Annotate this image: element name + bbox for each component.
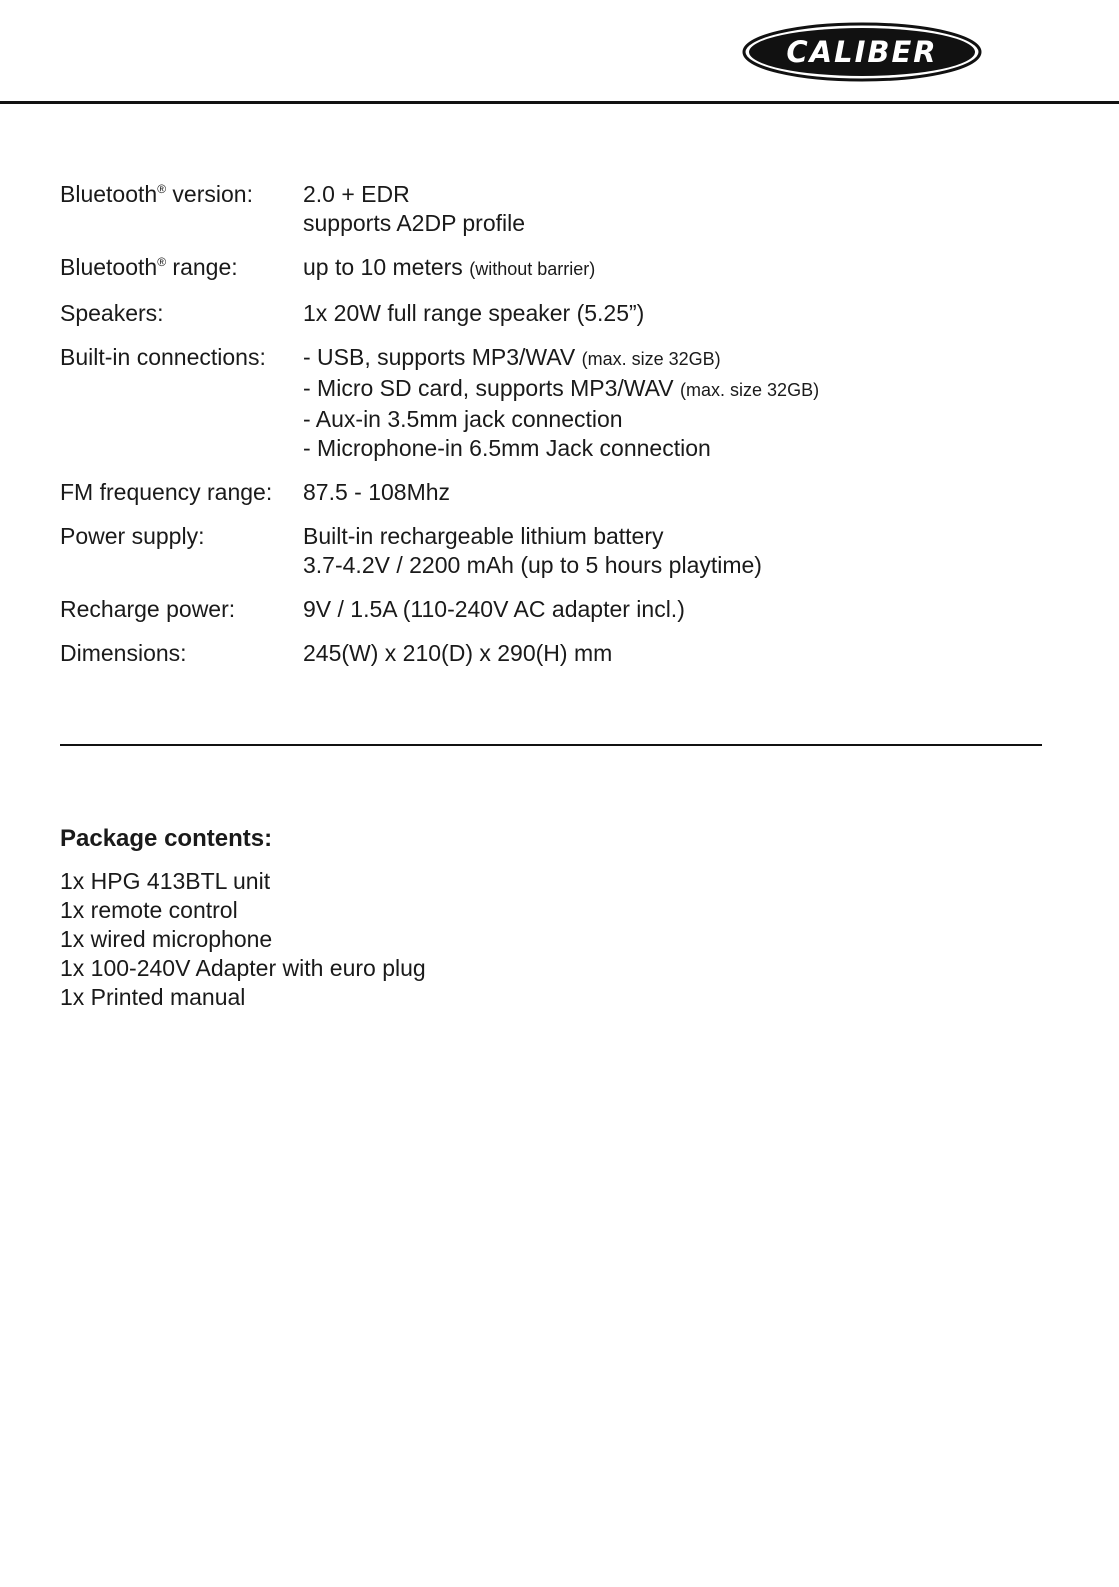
package-contents-section [60, 823, 426, 1012]
spec-value-line [303, 522, 1060, 551]
spec-row [60, 253, 1060, 284]
spec-values [303, 595, 1060, 624]
spec-value-note: (max. size 32GB) [581, 349, 721, 369]
spec-value-text: up to 10 meters [303, 254, 470, 280]
spec-value-line [303, 253, 1060, 284]
package-contents-heading: Package contents: [60, 825, 273, 852]
spec-value-line [303, 374, 1060, 405]
specifications-list [60, 180, 1060, 683]
spec-value-text: 3.7-4.2V / 2200 mAh (up to 5 hours playtime) [303, 552, 762, 578]
spec-label-text: Power supply: [60, 523, 205, 549]
package-item: 1x HPG 413BTL unit [60, 868, 271, 894]
spec-value-text: - Micro SD card, supports MP3/WAV [303, 375, 681, 401]
spec-value-line [303, 343, 1060, 374]
spec-value-text: - USB, supports MP3/WAV [303, 344, 582, 370]
spec-label-suffix: range: [166, 254, 238, 280]
spec-label [60, 343, 303, 463]
spec-label-text: Bluetooth [60, 181, 158, 207]
package-item: 1x Printed manual [60, 984, 246, 1010]
spec-value-note: (max. size 32GB) [680, 380, 820, 400]
spec-label-text: Dimensions: [60, 640, 187, 666]
spec-label-text: FM frequency range: [60, 479, 273, 505]
spec-row [60, 180, 1060, 238]
spec-row [60, 522, 1060, 580]
spec-value-line [303, 209, 1060, 238]
registered-mark: ® [157, 255, 167, 269]
section-divider [60, 744, 1042, 746]
spec-row [60, 343, 1060, 463]
spec-values [303, 522, 1060, 580]
spec-value-line [303, 299, 1060, 328]
spec-row [60, 299, 1060, 328]
spec-value-line [303, 551, 1060, 580]
package-contents-list [60, 867, 426, 1012]
spec-value-text: Built-in rechargeable lithium battery [303, 523, 664, 549]
spec-values [303, 639, 1060, 668]
spec-row [60, 478, 1060, 507]
spec-value-text: 9V / 1.5A (110-240V AC adapter incl.) [303, 596, 685, 622]
spec-value-text: 245(W) x 210(D) x 290(H) mm [303, 640, 613, 666]
spec-values [303, 478, 1060, 507]
spec-label-suffix: version: [166, 181, 253, 207]
spec-value-line [303, 595, 1060, 624]
caliber-logo [740, 20, 984, 84]
spec-values [303, 343, 1060, 463]
spec-values [303, 299, 1060, 328]
spec-label [60, 522, 303, 580]
registered-mark: ® [157, 182, 167, 196]
spec-label-text: Bluetooth [60, 254, 158, 280]
spec-label [60, 253, 303, 284]
spec-value-text: - Aux-in 3.5mm jack connection [303, 406, 623, 432]
spec-value-text: - Microphone-in 6.5mm Jack connection [303, 435, 711, 461]
spec-value-text: 1x 20W full range speaker (5.25”) [303, 300, 645, 326]
spec-values [303, 253, 1060, 284]
spec-values [303, 180, 1060, 238]
spec-value-line [303, 478, 1060, 507]
spec-value-text: 87.5 - 108Mhz [303, 479, 451, 505]
spec-value-note: (without barrier) [469, 259, 596, 279]
spec-label [60, 180, 303, 238]
spec-label-text: Recharge power: [60, 596, 236, 622]
spec-label [60, 299, 303, 328]
spec-value-line [303, 405, 1060, 434]
spec-value-line [303, 180, 1060, 209]
spec-label-text: Speakers: [60, 300, 164, 326]
spec-label [60, 478, 303, 507]
spec-row [60, 639, 1060, 668]
spec-label-text: Built-in connections: [60, 344, 266, 370]
spec-row [60, 595, 1060, 624]
header-divider [0, 101, 1119, 104]
spec-value-text: supports A2DP profile [303, 210, 526, 236]
logo-text: CALIBER [786, 35, 938, 69]
package-item: 1x wired microphone [60, 926, 273, 952]
spec-label [60, 639, 303, 668]
spec-label [60, 595, 303, 624]
spec-value-line [303, 434, 1060, 463]
package-item: 1x remote control [60, 897, 238, 923]
spec-value-text: 2.0 + EDR [303, 181, 410, 207]
spec-value-line [303, 639, 1060, 668]
package-item: 1x 100-240V Adapter with euro plug [60, 955, 426, 981]
